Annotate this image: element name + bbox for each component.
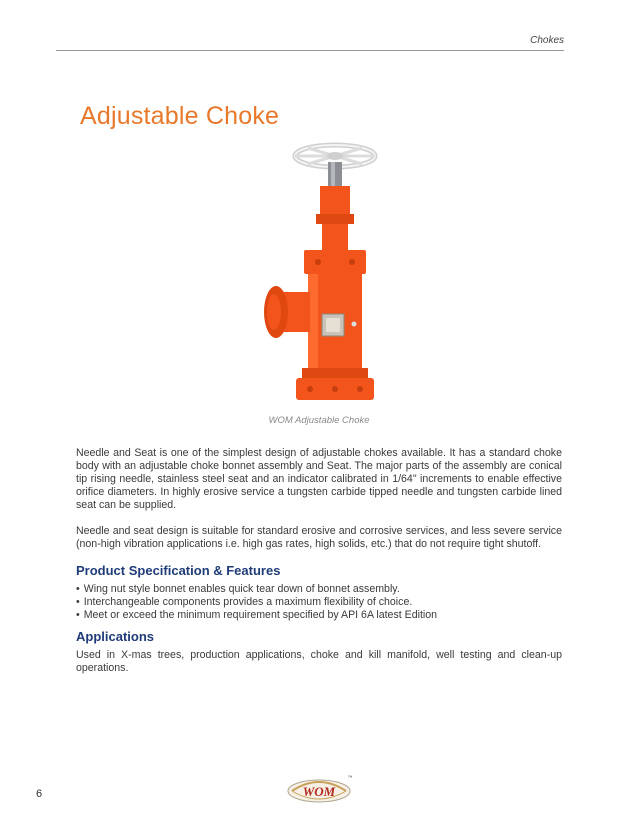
- bullet-icon: •: [76, 596, 80, 608]
- list-item: [76, 583, 562, 596]
- running-header: Chokes: [530, 35, 564, 46]
- logo-text: WOM: [302, 784, 336, 799]
- bullet-icon: •: [76, 609, 80, 621]
- bullet-icon: •: [76, 583, 80, 595]
- body-paragraph: Needle and Seat is one of the simplest design of adjustable chokes available. It has a standard choke body with an adjustable choke bonnet assembly and Seat. The major parts of the assembly are conical tip rising needle, stainless steel seat and an indicator calibrated in 1/64" increments to enable effective orifice diameters. In highly erosive service a tungsten carbide tipped needle and tungsten carbide lined seat can be supplied.: [76, 447, 562, 511]
- page-number: 6: [36, 788, 43, 800]
- body-content: [76, 447, 562, 688]
- feature-text: Wing nut style bonnet enables quick tear down of bonnet assembly.: [83, 583, 400, 595]
- features-heading: Product Specification & Features: [76, 563, 281, 578]
- trademark-symbol: ™: [347, 775, 353, 781]
- feature-text: Interchangeable components provides a maximum flexibility of choice.: [83, 596, 413, 608]
- body-paragraph: Needle and seat design is suitable for standard erosive and corrosive services, and less severe service (non-high vibration applications i.e. high gas rates, high solids, etc.) that do not require tight shutoff.: [76, 525, 562, 550]
- header-rule: [56, 50, 564, 51]
- applications-heading: Applications: [76, 629, 155, 644]
- features-list: [76, 583, 562, 622]
- wom-logo: [286, 771, 354, 805]
- applications-text: Used in X-mas trees, production applications, choke and kill manifold, well testing and clean-up operations.: [76, 649, 562, 674]
- list-item: [76, 596, 562, 609]
- feature-text: Meet or exceed the minimum requirement specified by API 6A latest Edition: [83, 609, 438, 621]
- list-item: [76, 609, 562, 622]
- adjustable-choke-image: [258, 140, 388, 408]
- page-title: Adjustable Choke: [80, 101, 280, 130]
- figure-caption: WOM Adjustable Choke: [268, 415, 370, 426]
